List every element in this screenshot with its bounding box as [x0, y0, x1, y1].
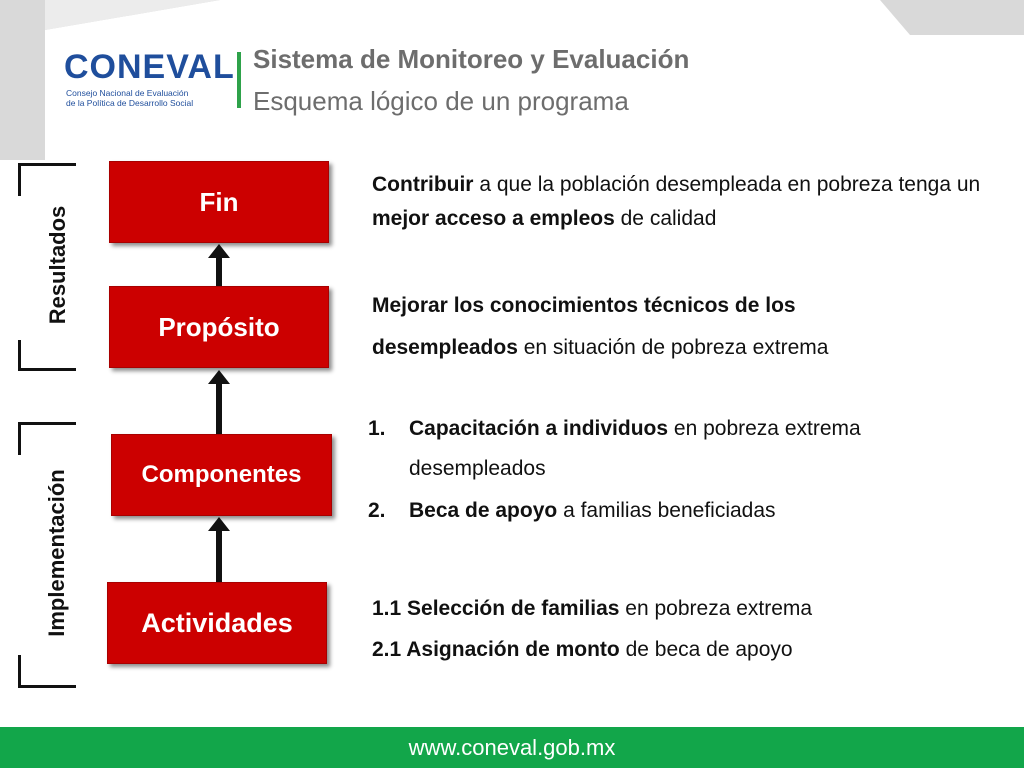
- box-fin-label: Fin: [199, 186, 239, 217]
- results-bracket-bottom: [18, 340, 76, 371]
- arrow-actividades-to-componentes: [216, 529, 222, 582]
- box-actividades-label: Actividades: [141, 607, 293, 638]
- arrow-componentes-to-proposito: [216, 382, 222, 434]
- fin-description: Contribuir a que la población desempleada en pobreza tenga un mejor acceso a empleos de calidad: [372, 173, 981, 230]
- box-componentes: [111, 434, 332, 516]
- implementation-bracket-bottom: [18, 655, 76, 688]
- actividad-item-1: 1.1 Selección de familias en pobreza extrema: [372, 597, 813, 620]
- header-divider: [237, 52, 241, 108]
- results-label: Resultados: [45, 205, 70, 325]
- box-actividades: [107, 582, 327, 664]
- implementation-bracket-top: [18, 422, 76, 455]
- page-title: Sistema de Monitoreo y Evaluación: [253, 44, 690, 74]
- coneval-logo: [64, 48, 235, 112]
- logo-subtitle: Consejo Nacional de Evaluación de la Política de Desarrollo Social: [66, 88, 194, 108]
- logo-word: CONEVAL: [64, 48, 235, 86]
- results-bracket-top: [18, 163, 76, 196]
- footer-url[interactable]: www.coneval.gob.mx: [408, 735, 616, 760]
- box-proposito-label: Propósito: [158, 311, 280, 342]
- implementation-label: Implementación: [44, 469, 69, 637]
- box-fin: [109, 161, 329, 243]
- page-subtitle: Esquema lógico de un programa: [253, 86, 629, 116]
- arrow-proposito-to-fin: [216, 256, 222, 286]
- actividad-item-2: 2.1 Asignación de monto de beca de apoyo: [372, 638, 793, 661]
- footer-bar: [0, 727, 1024, 768]
- box-proposito: [109, 286, 329, 368]
- proposito-description: Mejorar los conocimientos técnicos de los desempleados en situación de pobreza extrema: [372, 294, 829, 359]
- box-componentes-label: Componentes: [141, 461, 302, 488]
